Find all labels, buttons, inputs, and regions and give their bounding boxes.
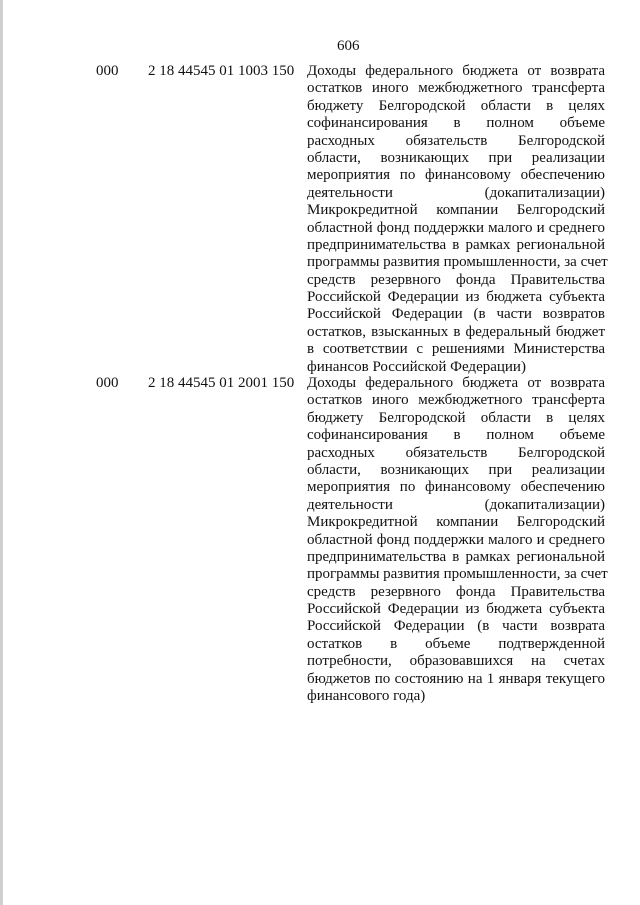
description-line: остатков, взысканных в федеральный бюджет bbox=[307, 323, 605, 340]
description-line: остатков иного межбюджетного трансферта bbox=[307, 80, 605, 97]
scan-edge bbox=[0, 0, 3, 905]
description-line: остатков иного межбюджетного трансферта bbox=[307, 392, 605, 409]
description-line: в соответствии с решениями Министерства bbox=[307, 341, 605, 358]
description-line: предпринимательства в рамках региональной bbox=[307, 236, 605, 253]
description-line: деятельности (докапитализации) bbox=[307, 496, 605, 513]
description-line: мероприятия по финансовому обеспечению bbox=[307, 479, 605, 496]
description-line: софинансирования в полном объеме bbox=[307, 115, 605, 132]
description-line: деятельности (докапитализации) bbox=[307, 184, 605, 201]
description-line: финансового года) bbox=[307, 688, 426, 705]
description-line: Микрокредитной компании Белгородский bbox=[307, 202, 605, 219]
description-line: средств резервного фонда Правительства bbox=[307, 271, 605, 288]
description-line: софинансирования в полном объеме bbox=[307, 427, 605, 444]
description-line: бюджету Белгородской области в целях bbox=[307, 97, 605, 114]
description-line: области, возникающих при реализации bbox=[307, 149, 605, 166]
description-line: Российской Федерации (в части возврата bbox=[307, 618, 605, 635]
description-line: Российской Федерации (в части возвратов bbox=[307, 306, 605, 323]
administrator-code: 000 bbox=[96, 375, 119, 391]
description-line: мероприятия по финансовому обеспечению bbox=[307, 167, 605, 184]
description-line: программы развития промышленности, за счет bbox=[307, 254, 608, 271]
description-line: финансов Российской Федерации) bbox=[307, 358, 526, 375]
description-line: предпринимательства в рамках региональной bbox=[307, 548, 605, 565]
budget-classification-code: 2 18 44545 01 1003 150 bbox=[148, 63, 295, 79]
description-line: расходных обязательств Белгородской bbox=[307, 444, 605, 461]
description-line: потребности, образовавшихся на счетах bbox=[307, 653, 605, 670]
description-line: областной фонд поддержки малого и среднего bbox=[307, 219, 605, 236]
description-line: бюджету Белгородской области в целях bbox=[307, 409, 605, 426]
description-line: расходных обязательств Белгородской bbox=[307, 132, 605, 149]
description-line: Доходы федерального бюджета от возврата bbox=[307, 63, 605, 79]
income-description bbox=[307, 63, 608, 376]
description-line: остатков в объеме подтвержденной bbox=[307, 635, 605, 652]
description-line: Российской Федерации из бюджета субъекта bbox=[307, 601, 605, 618]
description-line: Российской Федерации из бюджета субъекта bbox=[307, 289, 605, 306]
description-line: области, возникающих при реализации bbox=[307, 461, 605, 478]
income-description bbox=[307, 375, 608, 705]
description-line: областной фонд поддержки малого и среднего bbox=[307, 531, 605, 548]
budget-classification-code: 2 18 44545 01 2001 150 bbox=[148, 375, 295, 391]
description-line: бюджетов по состоянию на 1 января текущего bbox=[307, 670, 605, 687]
page-number: 606 bbox=[337, 38, 360, 54]
description-line: Доходы федерального бюджета от возврата bbox=[307, 375, 605, 391]
description-line: программы развития промышленности, за счет bbox=[307, 566, 608, 583]
description-line: средств резервного фонда Правительства bbox=[307, 583, 605, 600]
description-line: Микрокредитной компании Белгородский bbox=[307, 514, 605, 531]
administrator-code: 000 bbox=[96, 63, 119, 79]
